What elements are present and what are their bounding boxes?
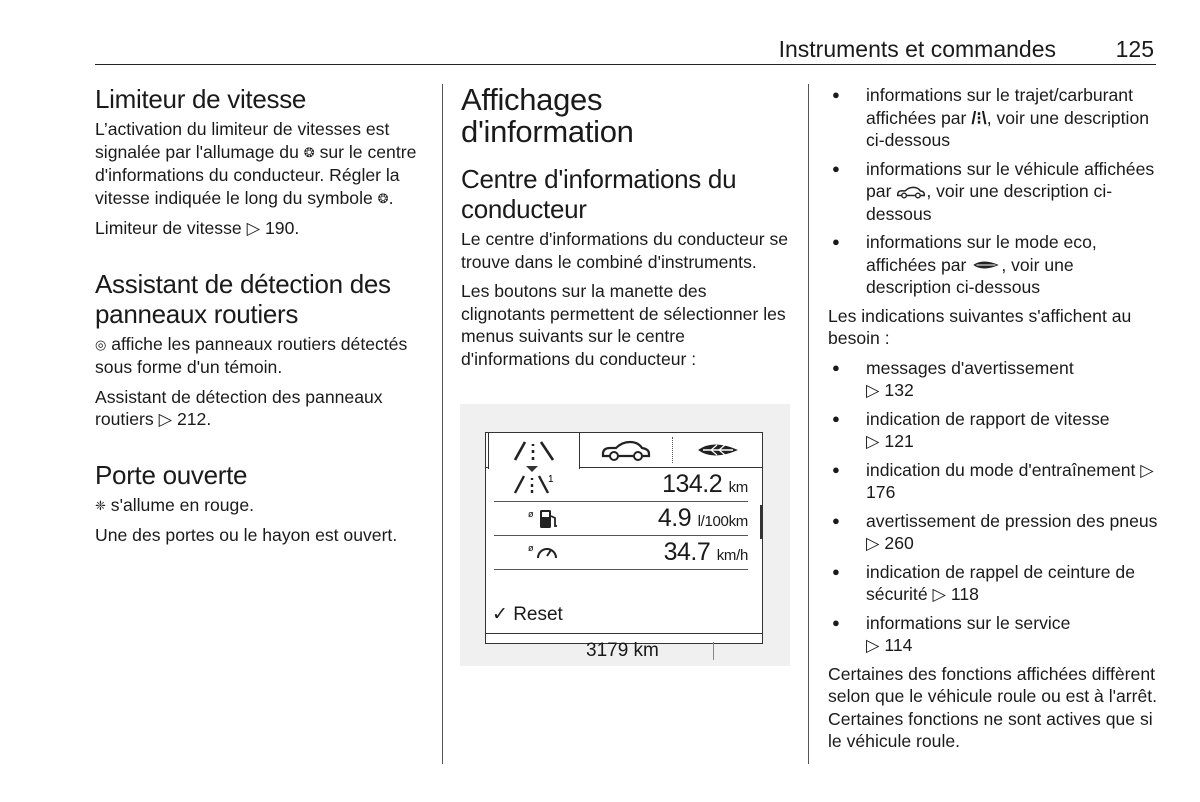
list-item (828, 510, 1158, 555)
value-unit: l/100km (697, 513, 748, 530)
indications-list (828, 357, 1158, 657)
fuel-consumption-value (658, 504, 748, 533)
text-part: informations sur le trajet/carburant affichées par (866, 85, 1133, 128)
odometer-divider (713, 642, 714, 660)
page-header (95, 34, 1156, 65)
section-title-speed-limiter: Limiteur de vitesse (95, 84, 307, 114)
arrow-ref-icon: ▷ (866, 380, 880, 400)
speed-limiter-icon: ❂ (377, 190, 389, 206)
list-item (828, 231, 1158, 299)
display-screen (485, 432, 763, 661)
column-divider-2 (808, 84, 809, 764)
value-unit: km/h (716, 547, 748, 564)
main-heading: Affichages d'information (461, 82, 634, 149)
value-number: 34.7 (663, 538, 711, 566)
text-part: indication de rapport de vitesse (866, 408, 1110, 429)
list-item (828, 84, 1158, 152)
left-column (95, 84, 425, 554)
text-part: , voir une description ci-dessous (866, 181, 1113, 224)
running-title: Instruments et commandes (778, 36, 1056, 62)
trip-row (494, 469, 748, 502)
text-part: messages d'avertissement (866, 357, 1074, 378)
text-part: , voir une description ci-dessous (866, 254, 1074, 297)
arrow-ref-icon: ▷ (246, 218, 261, 238)
menu-list (828, 84, 1158, 299)
text-part: avertissement de pression des pneus (866, 510, 1158, 531)
text-part: indication de rappel de ceinture de sécurité (866, 561, 1135, 604)
reset-label: Reset (513, 604, 563, 625)
page-number: 125 (1115, 36, 1154, 62)
traffic-sign-reference (95, 386, 425, 431)
trip-distance-value (662, 470, 748, 499)
text-part: . (388, 187, 394, 208)
list-item (828, 158, 1158, 226)
section-title-dic: Centre d'informations du conducteur (461, 164, 737, 224)
trip-road-icon: /⁝\ (971, 107, 987, 128)
text-part: informations sur le mode eco, affichées par (866, 232, 1097, 275)
eco-leaf-icon (971, 258, 1001, 272)
text-part: affiche les panneaux routiers détectés sous forme d'un témoin. (95, 333, 408, 377)
odometer-value: 3179 km (586, 640, 659, 661)
text-part: , voir une description ci-dessous (866, 107, 1150, 150)
arrow-ref-icon: ▷ (866, 533, 880, 553)
value-number: 134.2 (662, 470, 723, 498)
arrow-ref-icon: ▷ (1140, 459, 1154, 480)
text-part: sur le centre d'informations du conducteur. Régler la vitesse indiquée le long du symbole (95, 141, 417, 208)
driver-info-display-illustration (460, 404, 790, 666)
middle-column (461, 84, 791, 377)
check-circle-icon: ✓︎ (492, 604, 508, 625)
odometer-bar (486, 633, 762, 668)
right-column (828, 84, 1158, 760)
average-speed-value (664, 538, 748, 567)
page-ref: 114 (884, 635, 913, 655)
page-ref: 118 (950, 584, 979, 604)
text-part: Assistant de détection des panneaux routiers (95, 386, 383, 429)
arrow-ref-icon: ▷ (866, 431, 880, 451)
page-ref: 190. (265, 218, 300, 238)
fuel-row (494, 503, 748, 536)
speedometer-icon (528, 541, 564, 571)
value-number: 4.9 (657, 504, 692, 532)
text-part: s'allume en rouge. (110, 494, 255, 515)
section-title-door-open: Porte ouverte (95, 459, 248, 490)
trip-road-icon (511, 440, 557, 462)
svg-text:ø: ø (528, 509, 534, 519)
indications-intro: Les indications suivantes s'affichent au besoin : (828, 305, 1132, 348)
traffic-sign-text (95, 333, 425, 379)
svg-text:1: 1 (548, 474, 554, 485)
reset-item (492, 603, 563, 626)
page-ref: 121 (884, 431, 914, 451)
door-open-text-2: Une des portes ou le hayon est ouvert. (95, 525, 398, 545)
trip-road-icon (512, 473, 554, 501)
car-icon (600, 438, 652, 462)
tab-divider (672, 437, 673, 463)
list-item (828, 612, 1158, 657)
column-divider-1 (442, 84, 443, 764)
speed-limiter-text (95, 118, 425, 210)
speed-row (494, 537, 748, 570)
list-item (828, 561, 1158, 606)
door-open-icon: ❈ (95, 497, 106, 513)
text-part: L’activation du limiteur de vitesses est signalée par l'allumage du (95, 119, 390, 162)
dic-text-1: Le centre d'informations du conducteur se trouve dans le combiné d'instruments. (461, 229, 789, 272)
car-icon (896, 185, 926, 199)
text-part: indication du mode d'entraînement (866, 459, 1136, 480)
page-ref: 176 (866, 482, 896, 502)
speed-limiter-icon: ❂ (303, 144, 315, 160)
speed-limiter-reference (95, 217, 425, 240)
arrow-ref-icon: ▷ (932, 584, 947, 604)
arrow-ref-icon: ▷ (158, 409, 173, 429)
display-tabs (486, 433, 762, 468)
arrow-ref-icon: ▷ (866, 635, 880, 655)
text-part: informations sur le véhicule affichées par (866, 158, 1155, 201)
section-title-traffic-sign: Assistant de détection des panneaux routiers (95, 268, 391, 329)
list-item (828, 357, 1158, 402)
tab-eco (674, 433, 762, 467)
page-ref: 212. (176, 409, 212, 429)
closing-paragraph: Certaines des fonctions affichées diffèrent selon que le véhicule roule ou est à l'arrêt. Certaines fonctions ne sont actives que si le véhicule roule. (828, 663, 1158, 751)
page-ref: 132 (884, 380, 914, 400)
tab-trip (488, 432, 580, 469)
tab-vehicle (580, 433, 672, 467)
text-part: Limiteur de vitesse (95, 218, 242, 238)
text-part: informations sur le service (866, 612, 1071, 633)
traffic-sign-icon: ◎ (95, 336, 107, 352)
door-open-text (95, 494, 425, 518)
list-item (828, 459, 1158, 504)
value-unit: km (728, 479, 748, 496)
list-item (828, 408, 1158, 453)
dic-text-2: Les boutons sur la manette des clignotants permettent de sélectionner les menus suivants sur le centre d'informations du conducteur : (461, 281, 786, 369)
fuel-pump-icon (528, 507, 564, 537)
page-ref: 260 (884, 533, 914, 553)
eco-leaf-icon (695, 439, 741, 461)
display-scrollbar (760, 505, 763, 539)
svg-text:ø: ø (528, 543, 534, 553)
